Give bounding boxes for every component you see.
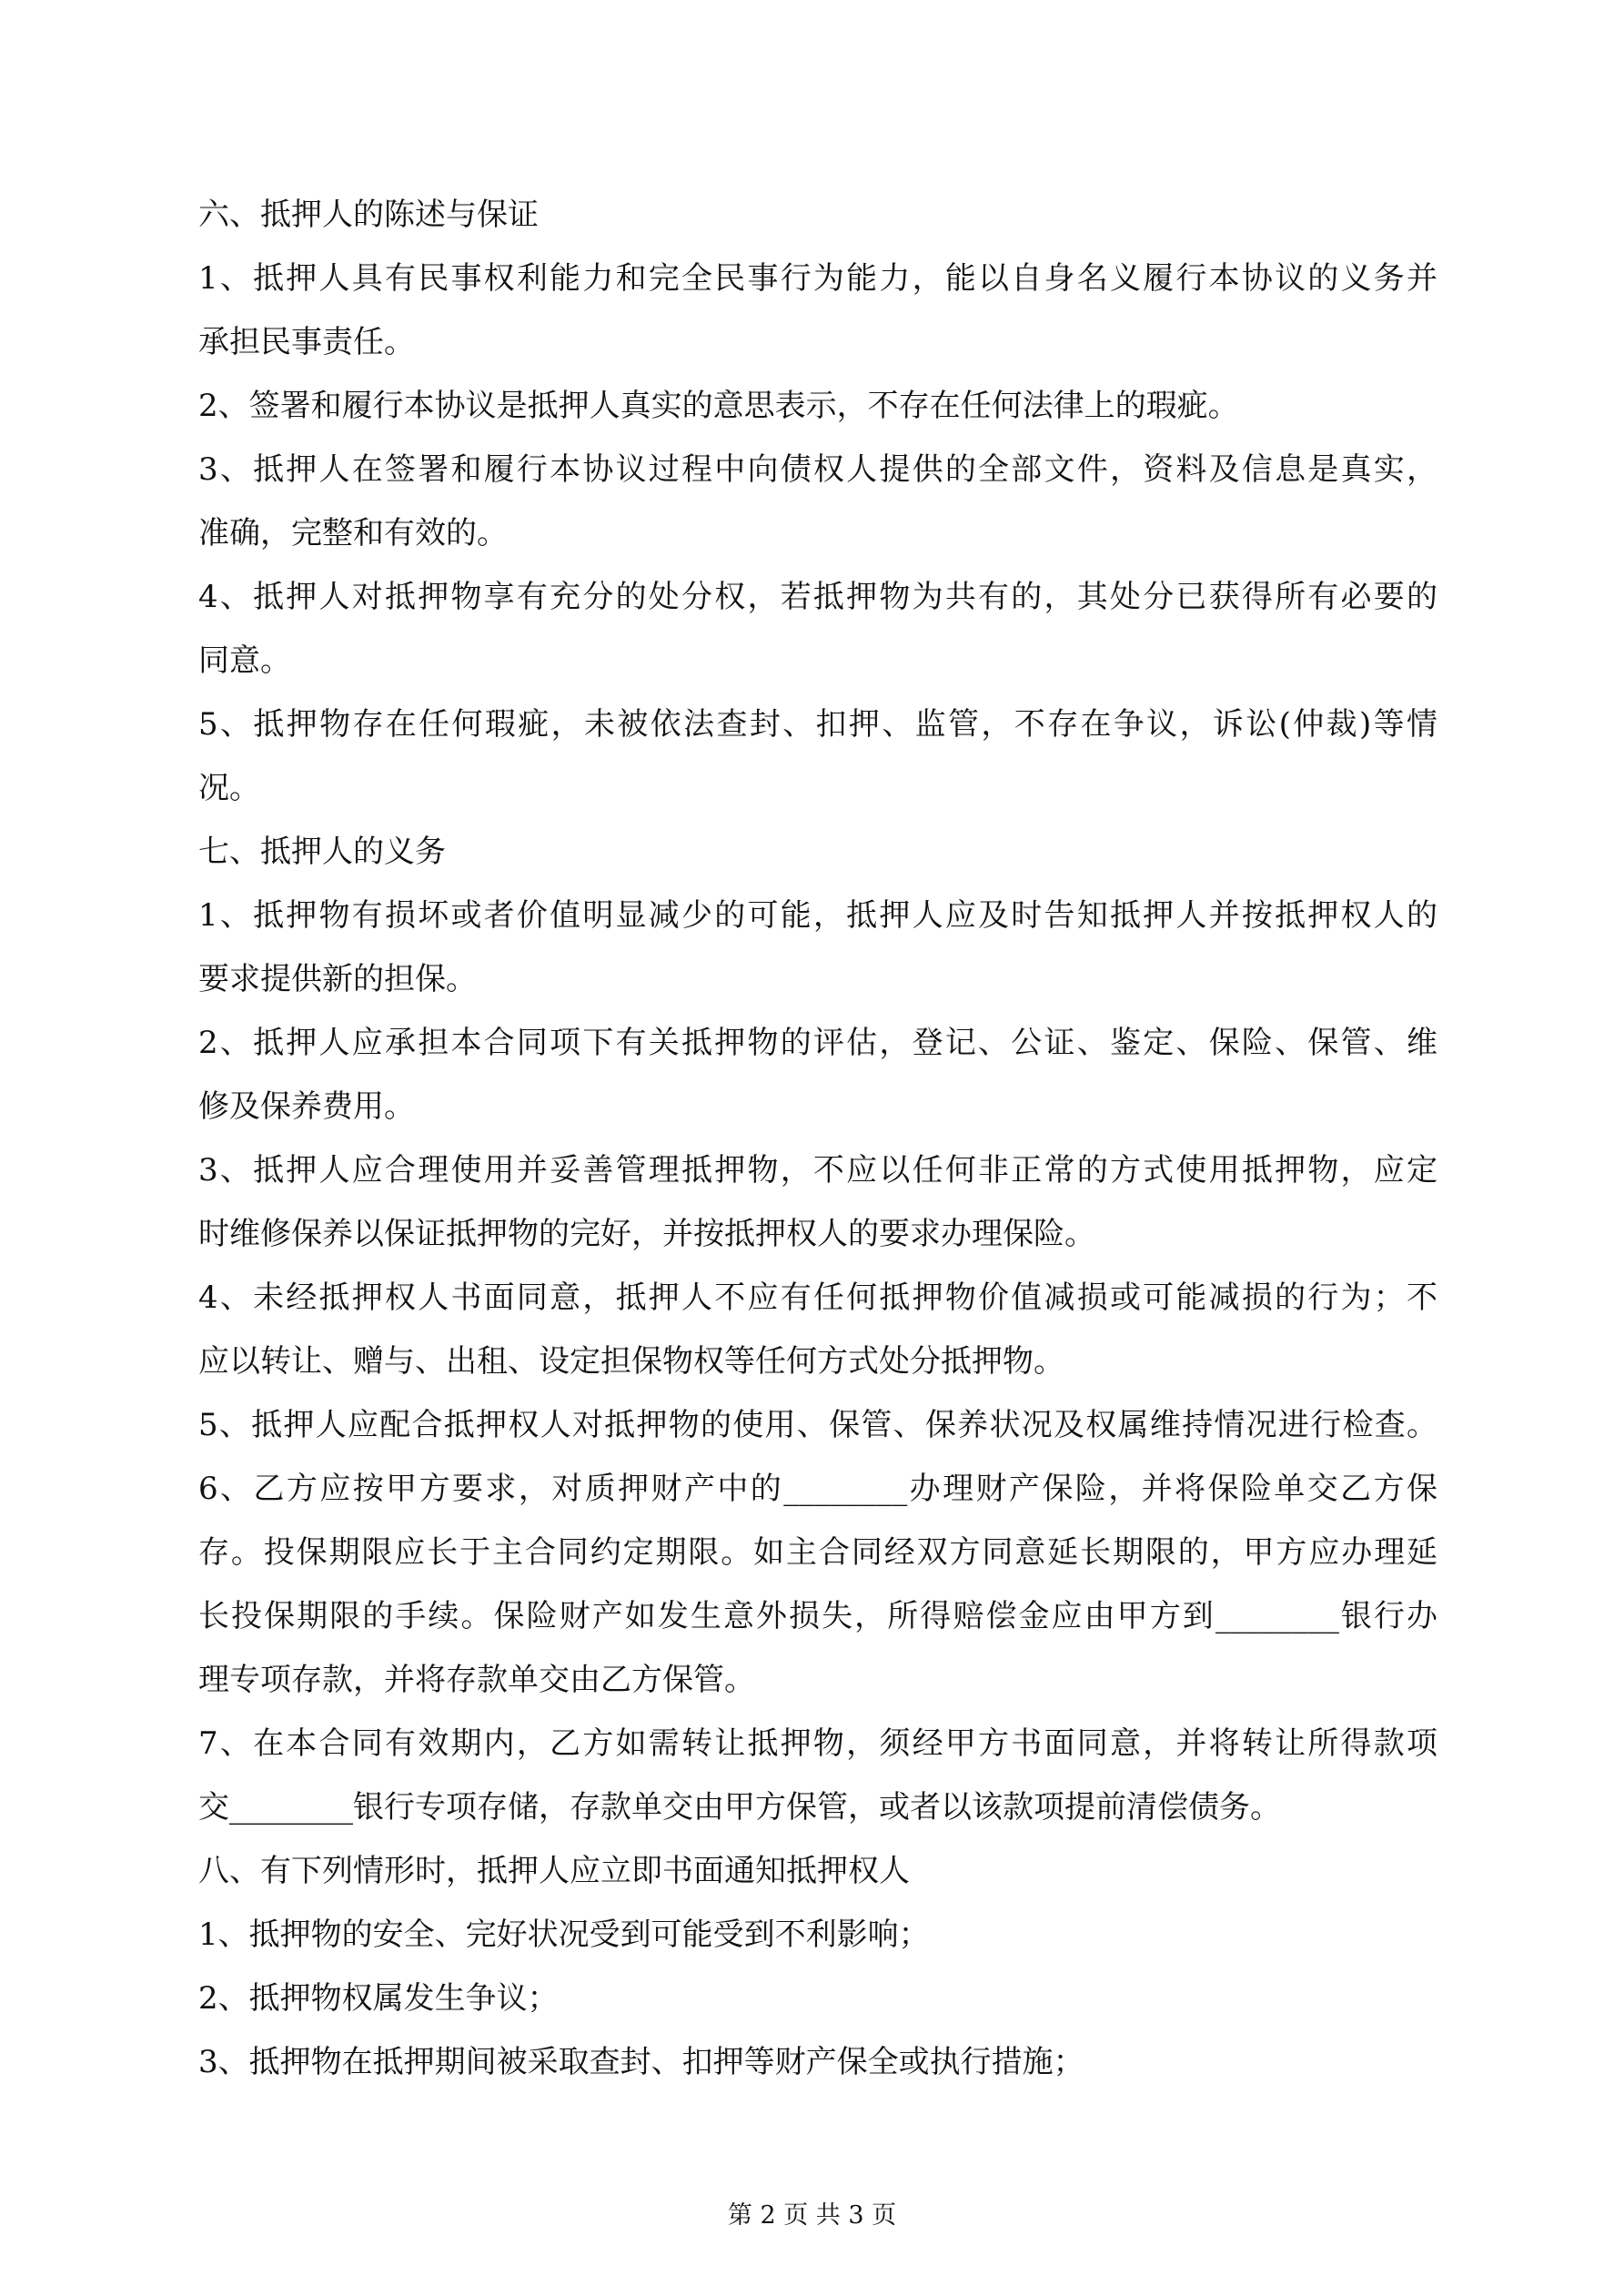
clause-line: 承担民事责任。 [198, 324, 415, 360]
clause-line: 4、未经抵押权人书面同意，抵押人不应有任何抵押物价值减损或可能减损的行为；不 [198, 1279, 1437, 1316]
clause-line: 2、抵押物权属发生争议； [198, 1980, 559, 2017]
clause-line: 7、在本合同有效期内，乙方如需转让抵押物，须经甲方书面同意，并将转让所得款项 [198, 1725, 1437, 1762]
clause-line: 5、抵押物存在任何瑕疵，未被依法查封、扣押、监管，不存在争议，诉讼(仲裁)等情 [198, 706, 1437, 743]
clause-line: 6、乙方应按甲方要求，对质押财产中的________办理财产保险，并将保险单交乙方保 [198, 1471, 1437, 1507]
page-footer: 第 2 页 共 3 页 [727, 2201, 897, 2230]
document-body [198, 196, 1437, 2107]
clause-line: 况。 [198, 770, 260, 806]
clause-line: 4、抵押人对抵押物享有充分的处分权，若抵押物为共有的，其处分已获得所有必要的 [198, 579, 1437, 615]
clause-line: 3、抵押物在抵押期间被采取查封、扣押等财产保全或执行措施； [198, 2044, 1084, 2080]
clause-line: 同意。 [198, 642, 291, 679]
section-heading: 八、有下列情形时，抵押人应立即书面通知抵押权人 [198, 1853, 910, 1889]
clause-line: 修及保养费用。 [198, 1088, 415, 1125]
clause-line: 3、抵押人应合理使用并妥善管理抵押物，不应以任何非正常的方式使用抵押物，应定 [198, 1152, 1437, 1188]
clause-line: 2、抵押人应承担本合同项下有关抵押物的评估，登记、公证、鉴定、保险、保管、维 [198, 1025, 1437, 1061]
clause-line: 理专项存款，并将存款单交由乙方保管。 [198, 1662, 755, 1698]
clause-line: 3、抵押人在签署和履行本协议过程中向债权人提供的全部文件，资料及信息是真实， [198, 451, 1437, 488]
clause-line: 准确，完整和有效的。 [198, 515, 508, 551]
section-heading: 六、抵押人的陈述与保证 [198, 197, 539, 233]
clause-line: 存。投保期限应长于主合同约定期限。如主合同经双方同意延长期限的，甲方应办理延 [198, 1534, 1437, 1571]
clause-line: 1、抵押物有损坏或者价值明显减少的可能，抵押人应及时告知抵押人并按抵押权人的 [198, 897, 1437, 934]
clause-line: 1、抵押物的安全、完好状况受到可能受到不利影响； [198, 1917, 930, 1953]
clause-line: 长投保期限的手续。保险财产如发生意外损失，所得赔偿金应由甲方到________银行办 [198, 1598, 1437, 1634]
clause-line: 5、抵押人应配合抵押权人对抵押物的使用、保管、保养状况及权属维持情况进行检查。 [198, 1407, 1437, 1443]
clause-line: 2、签署和履行本协议是抵押人真实的意思表示，不存在任何法律上的瑕疵。 [198, 388, 1239, 424]
clause-line: 交________银行专项存储，存款单交由甲方保管，或者以该款项提前清偿债务。 [198, 1789, 1281, 1826]
clause-line: 要求提供新的担保。 [198, 961, 477, 997]
clause-line: 应以转让、赠与、出租、设定担保物权等任何方式处分抵押物。 [198, 1343, 1064, 1380]
section-heading: 七、抵押人的义务 [198, 834, 446, 870]
clause-line: 1、抵押人具有民事权利能力和完全民事行为能力，能以自身名义履行本协议的义务并 [198, 260, 1437, 297]
clause-line: 时维修保养以保证抵押物的完好，并按抵押权人的要求办理保险。 [198, 1216, 1095, 1252]
